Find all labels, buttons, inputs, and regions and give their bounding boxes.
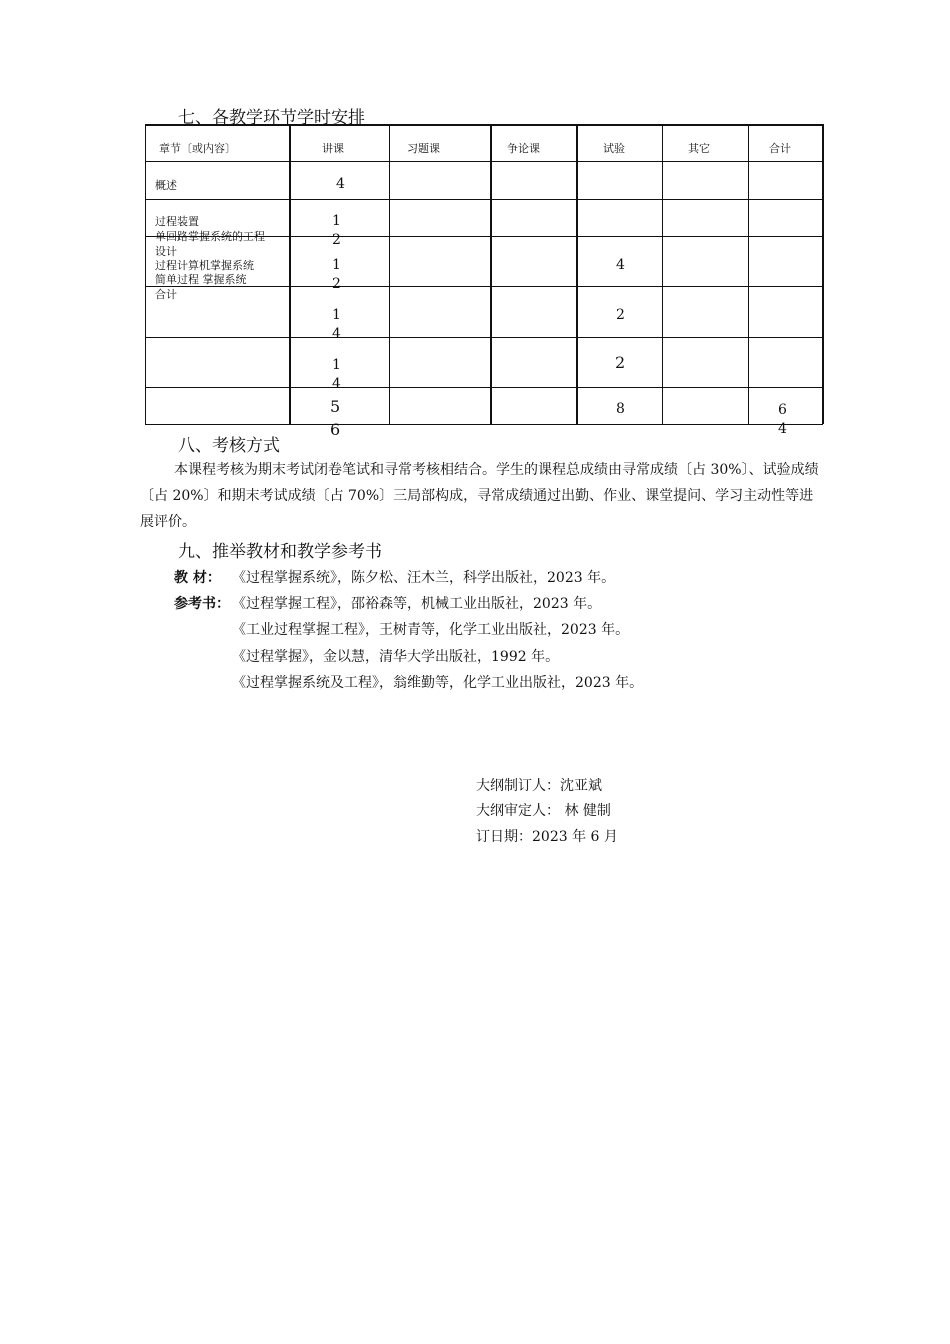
chapter-process-device: 过程装置 [155, 215, 199, 228]
lecture-digit: 1 [332, 257, 341, 273]
hours-table [0, 0, 950, 430]
section9-title: 九、推举教材和教学参考书 [178, 542, 382, 562]
syllabus-reviewer: 大纲审定人： 林 健制 [476, 803, 611, 819]
header-experiment: 试验 [603, 142, 625, 155]
header-total: 合计 [769, 142, 791, 155]
lecture-digit: 5 [330, 397, 341, 416]
refs-label: 参考书： [174, 596, 230, 612]
experiment-value: 8 [616, 401, 625, 417]
section7-title: 七、各教学环节学时安排 [178, 108, 365, 128]
textbook-label: 教 材： [174, 570, 221, 586]
header-chapter: 章节〔或内容〕 [159, 142, 236, 155]
lecture-digit: 2 [332, 276, 341, 292]
syllabus-drafter: 大纲制订人：沈亚斌 [476, 778, 602, 794]
textbook-entry: 《过程掌握系统》，陈夕松、汪木兰，科学出版社，2023 年。 [232, 570, 616, 586]
header-lecture: 讲课 [322, 142, 344, 155]
chapter-single-loop: 单回路掌握系统的工程 [155, 230, 265, 243]
reference-item: 《过程掌握》，金以慧，清华大学出版社，1992 年。 [232, 649, 560, 665]
chapter-overview: 概述 [155, 179, 177, 192]
experiment-value: 2 [616, 307, 625, 323]
lecture-digit: 1 [332, 357, 341, 373]
chapter-total: 合计 [155, 288, 177, 301]
lecture-digit: 4 [332, 326, 341, 342]
lecture-digit: 6 [330, 420, 341, 439]
lecture-digit: 2 [332, 232, 341, 248]
total-digit: 4 [778, 421, 787, 437]
chapter-design: 设计 [155, 245, 177, 258]
header-exercise: 习题课 [407, 142, 440, 155]
reference-item: 《过程掌握系统及工程》，翁维勤等，化学工业出版社，2023 年。 [232, 675, 644, 691]
lecture-digit: 1 [332, 307, 341, 323]
experiment-value: 4 [616, 257, 625, 273]
header-discussion: 争论课 [507, 142, 540, 155]
header-other: 其它 [688, 142, 710, 155]
experiment-value: 2 [615, 353, 626, 372]
reference-item: 《过程掌握工程》，邵裕森等，机械工业出版社，2023 年。 [232, 596, 602, 612]
lecture-digit: 1 [332, 213, 341, 229]
assessment-paragraph: 本课程考核为期末考试闭卷笔试和寻常考核相结合。学生的课程总成绩由寻常成绩〔占 30%〕、试验成绩〔占 20%〕和期末考试成绩〔占 70%〕三局部构成，寻常成绩通过出勤、作业、课堂提问、学习主动性等进展评价。 [140, 462, 819, 530]
lecture-digit: 4 [336, 176, 345, 192]
chapter-computer-control: 过程计算机掌握系统 [155, 259, 254, 272]
section8-title: 八、考核方式 [178, 436, 280, 456]
chapter-simple-process: 简单过程 掌握系统 [155, 273, 247, 286]
syllabus-date: 订日期：2023 年 6 月 [476, 829, 618, 845]
total-digit: 6 [778, 402, 787, 418]
reference-item: 《工业过程掌握工程》，王树青等，化学工业出版社，2023 年。 [232, 622, 630, 638]
lecture-digit: 4 [332, 376, 341, 392]
